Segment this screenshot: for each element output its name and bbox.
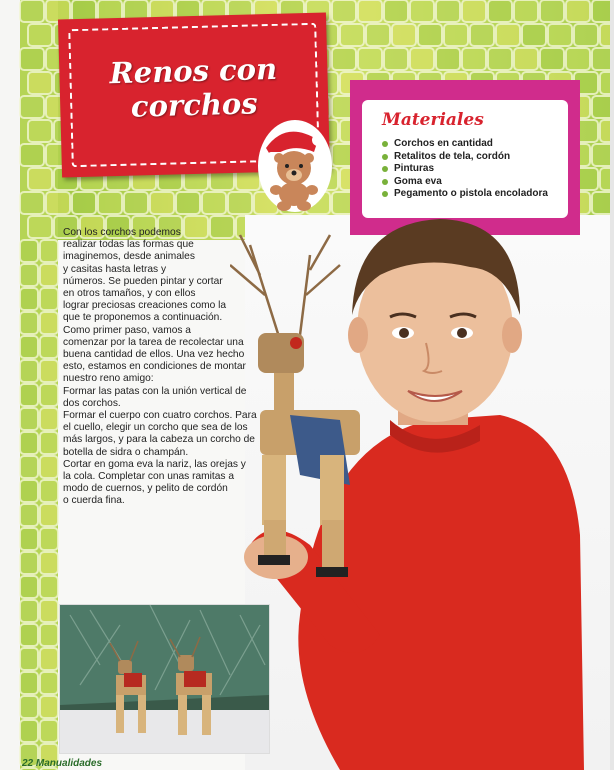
- text-line: esto, estamos en condiciones de montar: [63, 361, 246, 373]
- materials-item: Corchos en cantidad: [382, 138, 548, 151]
- text-line: imaginemos, desde animales: [63, 251, 195, 263]
- materials-list: [382, 138, 548, 201]
- text-line: la cola. Completar con unas ramitas a: [63, 471, 235, 483]
- text-line: Formar las patas con la unión vertical de: [63, 385, 247, 397]
- text-line: modo de cuernos, y pelito de cordón: [63, 483, 228, 495]
- materials-item: Goma eva: [382, 176, 548, 189]
- text-line: realizar todas las formas que: [63, 239, 194, 251]
- materials-item: Pinturas: [382, 163, 548, 176]
- page-title: [59, 51, 329, 126]
- text-line: comenzar por la tarea de recolectar una: [63, 336, 244, 348]
- boy-holding-reindeer-photo: [230, 215, 614, 770]
- text-line: más largos, y para la cabeza un corcho de: [63, 434, 255, 446]
- text-line: Con los corchos podemos: [63, 227, 181, 238]
- text-line: dos corchos.: [63, 397, 121, 409]
- materials-item: Pegamento o pistola encoladora: [382, 188, 548, 201]
- text-line: que te proponemos a continuación.: [63, 312, 223, 324]
- text-line: el cuello, elegir un corcho que sea de los: [63, 422, 248, 434]
- text-line: botella de sidra o champán.: [63, 446, 189, 458]
- materials-heading: Materiales: [382, 110, 484, 130]
- title-line-1: Renos con: [109, 51, 278, 91]
- text-line: en otros tamaños, y con ellos: [63, 288, 196, 300]
- instructions-text: [63, 227, 263, 508]
- text-line: Formar el cuerpo con cuatro corchos. Para: [63, 410, 257, 422]
- text-line: Como primer paso, vamos a: [63, 324, 191, 336]
- materials-card: [350, 80, 580, 235]
- materials-panel: [362, 100, 568, 218]
- teddy-bear-icon: [256, 118, 334, 214]
- title-line-2: corchos: [130, 86, 259, 124]
- page-edge: [610, 0, 614, 770]
- text-line: nuestro reno amigo:: [63, 373, 154, 385]
- text-line: buena cantidad de ellos. Una vez hecho: [63, 349, 245, 361]
- reindeer-tree-photo: [59, 604, 270, 754]
- page-footer: 22 Manualidades: [22, 758, 103, 769]
- text-line: números. Se pueden pintar y cortar: [63, 275, 223, 287]
- materials-item: Retalitos de tela, cordón: [382, 151, 548, 164]
- text-line: lograr preciosas creaciones como la: [63, 300, 227, 312]
- text-line: y casitas hasta letras y: [63, 263, 167, 275]
- text-line: o cuerda fina.: [63, 495, 125, 507]
- text-line: Cortar en goma eva la nariz, las orejas y: [63, 458, 246, 470]
